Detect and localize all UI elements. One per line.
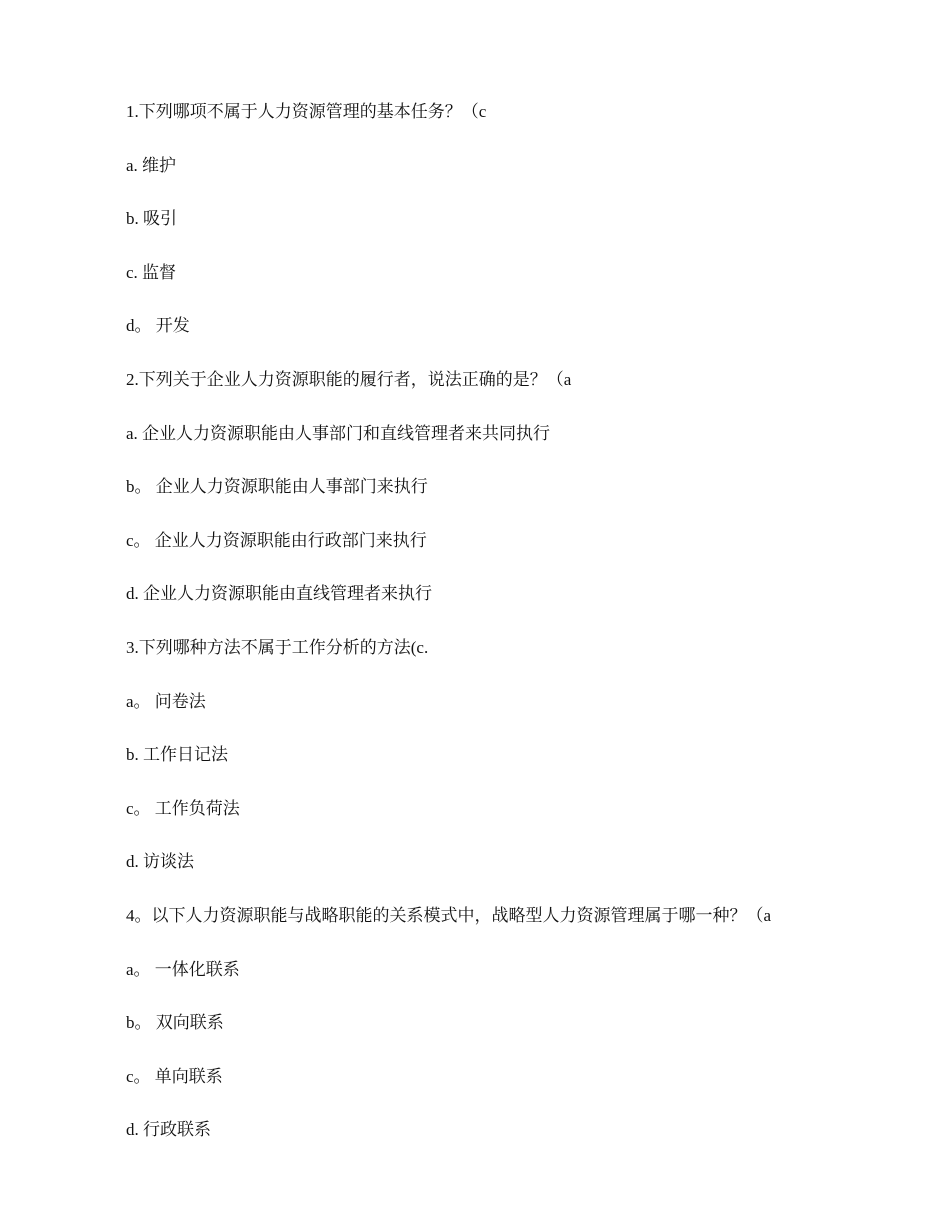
question-4-option-d: d. 行政联系 bbox=[126, 1120, 211, 1140]
question-1-option-a: a. 维护 bbox=[126, 155, 177, 175]
question-3-option-c: c。 工作负荷法 bbox=[126, 798, 240, 818]
question-2-option-d: d. 企业人力资源职能由直线管理者来执行 bbox=[126, 584, 432, 604]
question-1-option-d: d。 开发 bbox=[126, 316, 190, 336]
question-4-text: 4。以下人力资源职能与战略职能的关系模式中，战略型人力资源管理属于哪一种？（a bbox=[126, 905, 772, 925]
question-1-option-c: c. 监督 bbox=[126, 262, 177, 282]
question-1-option-b: b. 吸引 bbox=[126, 209, 177, 229]
document-page bbox=[126, 101, 886, 1173]
question-3-option-b: b. 工作日记法 bbox=[126, 745, 228, 765]
question-2-option-a: a. 企业人力资源职能由人事部门和直线管理者来共同执行 bbox=[126, 423, 551, 443]
question-2-option-c: c。 企业人力资源职能由行政部门来执行 bbox=[126, 530, 427, 550]
question-3-text: 3.下列哪种方法不属于工作分析的方法(c. bbox=[126, 637, 429, 657]
question-2-text: 2.下列关于企业人力资源职能的履行者，说法正确的是？（a bbox=[126, 369, 572, 389]
question-2-option-b: b。 企业人力资源职能由人事部门来执行 bbox=[126, 477, 428, 497]
question-4-option-c: c。 单向联系 bbox=[126, 1066, 223, 1086]
question-4-option-a: a。 一体化联系 bbox=[126, 959, 240, 979]
question-3-option-a: a。 问卷法 bbox=[126, 691, 206, 711]
question-3-option-d: d. 访谈法 bbox=[126, 852, 194, 872]
question-4-option-b: b。 双向联系 bbox=[126, 1013, 224, 1033]
question-1-text: 1.下列哪项不属于人力资源管理的基本任务？（c bbox=[126, 102, 487, 121]
